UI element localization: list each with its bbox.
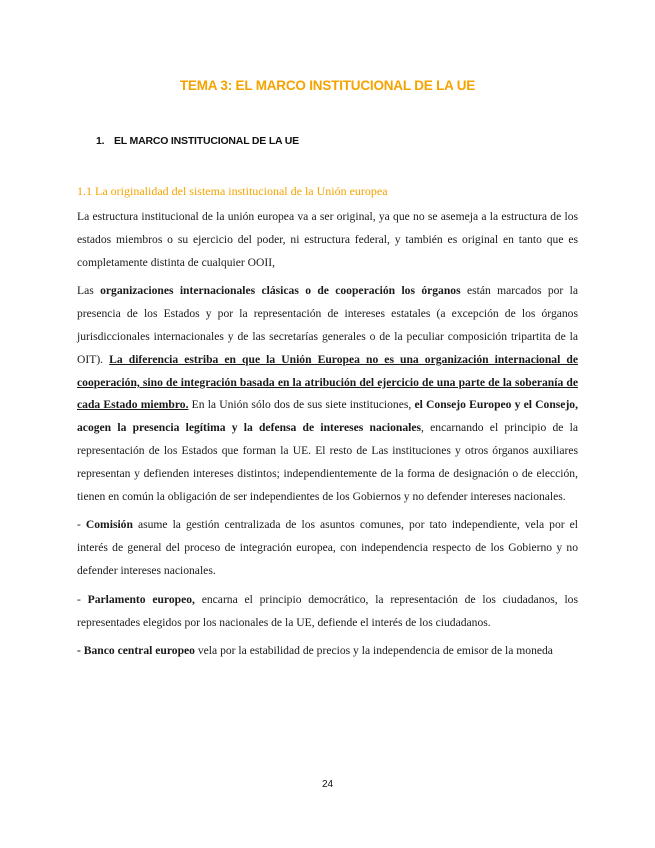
section-heading: [96, 135, 299, 147]
bold-phrase: el Consejo Europeo y el Consejo, acogen la presencia legítima y la defensa de intereses nacionales: [77, 398, 578, 435]
paragraph-1: La estructura institucional de la unión europea va a ser original, ya que no se asemeja a la estructura de los estados miembros o su ejercicio del poder, ni estructura federal, y también es original en tanto que es completamente distinta de cualquier OOII,: [77, 210, 578, 269]
paragraph-banco: - Banco central europeo vela por la estabilidad de precios y la independencia de emisor de la moneda: [77, 644, 553, 658]
section-label: EL MARCO INSTITUCIONAL DE LA UE: [114, 135, 299, 147]
underlined-bold-phrase: La diferencia estriba en que la Unión Europea no es una organización internacional de cooperación, sino de integración basada en la atribución del ejercicio de una parte de la soberanía de cada Estado miembro.: [77, 352, 578, 412]
body-text: [77, 206, 578, 669]
section-number: 1.: [96, 135, 105, 147]
bold-phrase: Parlamento europeo,: [87, 592, 195, 606]
page-title: TEMA 3: EL MARCO INSTITUCIONAL DE LA UE: [179, 78, 476, 93]
paragraph-2: Las organizaciones internacionales clásicas o de cooperación los órganos están marcados por la presencia de los Estados y por la representación de intereses estatales (a excepción de los órganos jurisdiccionales internacionales y de las secretarías generales o de la peculiar composición tripartita de la OIT). La diferencia estriba en que la Unión Europea no es una organización internacional de cooperación, sino de integración basada en la atribución del ejercicio de una parte de la soberanía de cada Estado miembro. En la Unión sólo dos de sus siete instituciones, el Consejo Europeo y el Consejo, acogen la presencia legítima y la defensa de intereses nacionales, encarnando el principio de la representación de los Estados que forman la UE. El resto de Las instituciones y otros órganos auxiliares representan y defienden intereses distintos; independientemente de la forma de designación o de elección, tienen en común la obligación de ser independientes de los Gobiernos y no defender intereses nacionales.: [77, 284, 578, 503]
subsection-heading: 1.1 La originalidad del sistema institucional de la Unión europea: [77, 184, 388, 198]
paragraph-parlamento: - Parlamento europeo, encarna el principio democrático, la representación de los ciudadanos, los representades elegidos por los nacionales de la UE, defiende el interés de los ciudadanos.: [77, 592, 578, 629]
bold-phrase: organizaciones internacionales clásicas o de cooperación los órganos: [100, 284, 461, 298]
page-number: 24: [321, 779, 334, 790]
bold-phrase: Comisión: [85, 518, 133, 532]
bold-phrase: - Banco central europeo: [77, 644, 195, 658]
paragraph-comision: - Comisión asume la gestión centralizada de los asuntos comunes, por tato independiente, vela por el interés de general del proceso de integración europea, con independencia respecto de los Gobierno y no defender intereses nacionales.: [77, 518, 578, 577]
